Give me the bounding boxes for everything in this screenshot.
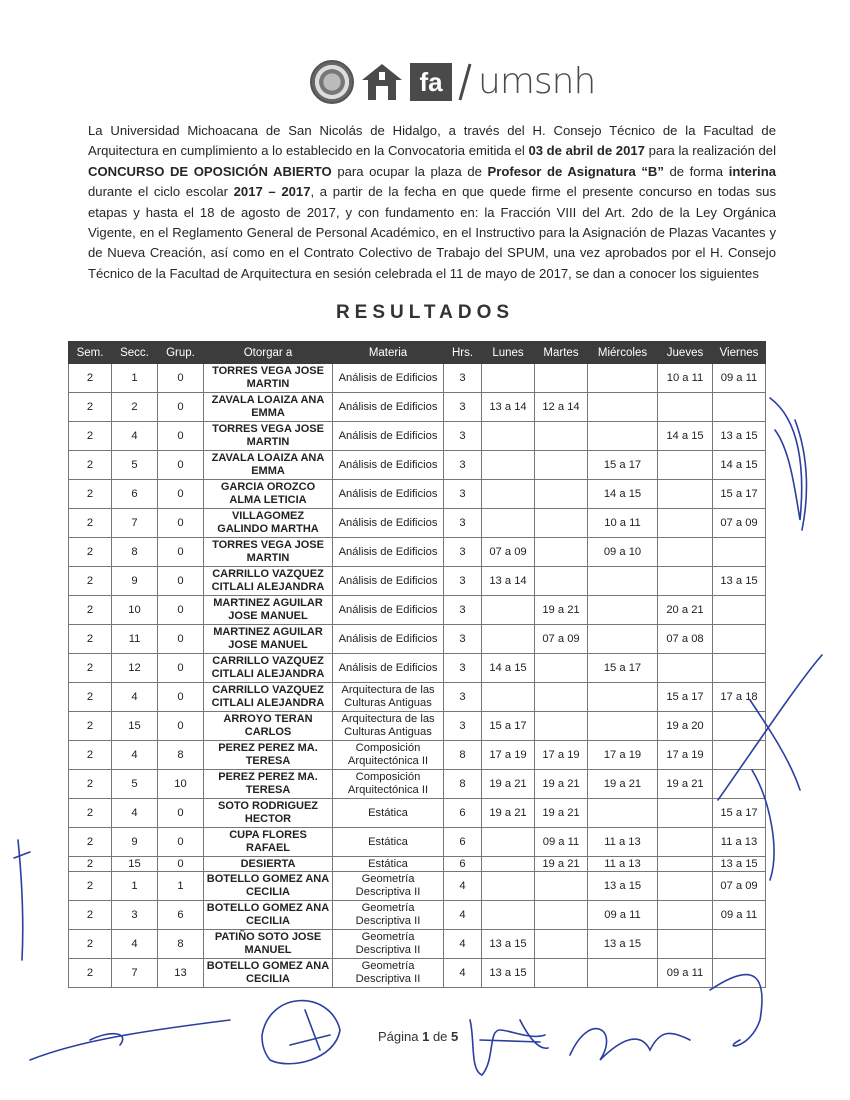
table-row bbox=[69, 857, 766, 872]
table-row bbox=[69, 901, 766, 930]
column-header: Grup. bbox=[158, 342, 204, 364]
column-header: Martes bbox=[535, 342, 588, 364]
cell-grup: 0 bbox=[158, 567, 204, 596]
cell-hrs: 3 bbox=[444, 509, 482, 538]
cell-jueves bbox=[658, 567, 713, 596]
cell-viernes: 13 a 15 bbox=[713, 567, 766, 596]
cell-grup: 0 bbox=[158, 364, 204, 393]
cell-hrs: 3 bbox=[444, 625, 482, 654]
cell-secc: 5 bbox=[112, 451, 158, 480]
cell-materia: Geometría Descriptiva II bbox=[333, 930, 444, 959]
table-row bbox=[69, 480, 766, 509]
cell-lunes bbox=[482, 596, 535, 625]
cell-jueves bbox=[658, 799, 713, 828]
cell-otorgar: VILLAGOMEZ GALINDO MARTHA bbox=[204, 509, 333, 538]
cell-sem: 2 bbox=[69, 799, 112, 828]
cell-jueves: 17 a 19 bbox=[658, 741, 713, 770]
cell-jueves bbox=[658, 930, 713, 959]
cell-hrs: 3 bbox=[444, 567, 482, 596]
cell-miercoles: 15 a 17 bbox=[588, 654, 658, 683]
cell-secc: 4 bbox=[112, 799, 158, 828]
cell-grup: 0 bbox=[158, 857, 204, 872]
cell-viernes bbox=[713, 741, 766, 770]
table-row bbox=[69, 930, 766, 959]
cell-materia: Geometría Descriptiva II bbox=[333, 872, 444, 901]
cell-otorgar: CUPA FLORES RAFAEL bbox=[204, 828, 333, 857]
cell-jueves: 15 a 17 bbox=[658, 683, 713, 712]
table-row bbox=[69, 625, 766, 654]
cell-hrs: 4 bbox=[444, 959, 482, 988]
cell-secc: 6 bbox=[112, 480, 158, 509]
cell-viernes bbox=[713, 393, 766, 422]
cell-otorgar: TORRES VEGA JOSE MARTIN bbox=[204, 364, 333, 393]
column-header: Secc. bbox=[112, 342, 158, 364]
cell-lunes: 15 a 17 bbox=[482, 712, 535, 741]
cell-otorgar: PEREZ PEREZ MA. TERESA bbox=[204, 770, 333, 799]
cell-martes bbox=[535, 451, 588, 480]
cell-materia: Arquitectura de las Culturas Antiguas bbox=[333, 683, 444, 712]
cell-sem: 2 bbox=[69, 422, 112, 451]
cell-miercoles bbox=[588, 959, 658, 988]
cell-sem: 2 bbox=[69, 828, 112, 857]
cell-jueves bbox=[658, 872, 713, 901]
cell-secc: 9 bbox=[112, 828, 158, 857]
cell-martes: 19 a 21 bbox=[535, 857, 588, 872]
cell-hrs: 3 bbox=[444, 712, 482, 741]
cell-sem: 2 bbox=[69, 654, 112, 683]
cell-jueves: 19 a 20 bbox=[658, 712, 713, 741]
cell-viernes: 09 a 11 bbox=[713, 364, 766, 393]
cell-otorgar: GARCIA OROZCO ALMA LETICIA bbox=[204, 480, 333, 509]
table-row bbox=[69, 770, 766, 799]
cell-viernes bbox=[713, 596, 766, 625]
cell-sem: 2 bbox=[69, 770, 112, 799]
cell-martes bbox=[535, 683, 588, 712]
cell-miercoles: 14 a 15 bbox=[588, 480, 658, 509]
cell-martes: 19 a 21 bbox=[535, 770, 588, 799]
cell-secc: 1 bbox=[112, 364, 158, 393]
cell-jueves: 10 a 11 bbox=[658, 364, 713, 393]
column-header: Viernes bbox=[713, 342, 766, 364]
cell-hrs: 3 bbox=[444, 538, 482, 567]
cell-martes bbox=[535, 930, 588, 959]
cell-miercoles: 13 a 15 bbox=[588, 872, 658, 901]
cell-martes bbox=[535, 538, 588, 567]
table-row bbox=[69, 828, 766, 857]
cell-sem: 2 bbox=[69, 683, 112, 712]
cell-lunes: 13 a 14 bbox=[482, 393, 535, 422]
cell-hrs: 4 bbox=[444, 930, 482, 959]
cell-lunes: 19 a 21 bbox=[482, 770, 535, 799]
column-header: Lunes bbox=[482, 342, 535, 364]
cell-viernes: 07 a 09 bbox=[713, 509, 766, 538]
cell-jueves: 19 a 21 bbox=[658, 770, 713, 799]
cell-martes: 09 a 11 bbox=[535, 828, 588, 857]
cell-secc: 4 bbox=[112, 683, 158, 712]
cell-secc: 7 bbox=[112, 509, 158, 538]
house-icon bbox=[360, 62, 404, 102]
table-row bbox=[69, 799, 766, 828]
cell-viernes: 15 a 17 bbox=[713, 799, 766, 828]
cell-secc: 15 bbox=[112, 857, 158, 872]
cell-sem: 2 bbox=[69, 393, 112, 422]
cell-secc: 12 bbox=[112, 654, 158, 683]
cell-sem: 2 bbox=[69, 959, 112, 988]
cell-viernes bbox=[713, 538, 766, 567]
table-row bbox=[69, 872, 766, 901]
cell-martes bbox=[535, 422, 588, 451]
cell-otorgar: BOTELLO GOMEZ ANA CECILIA bbox=[204, 901, 333, 930]
cell-lunes bbox=[482, 625, 535, 654]
cell-grup: 0 bbox=[158, 828, 204, 857]
cell-martes: 07 a 09 bbox=[535, 625, 588, 654]
cell-jueves bbox=[658, 901, 713, 930]
cell-secc: 11 bbox=[112, 625, 158, 654]
cell-martes bbox=[535, 959, 588, 988]
cell-grup: 0 bbox=[158, 422, 204, 451]
cell-hrs: 6 bbox=[444, 799, 482, 828]
cell-lunes: 17 a 19 bbox=[482, 741, 535, 770]
cell-materia: Análisis de Edificios bbox=[333, 654, 444, 683]
cell-otorgar: CARRILLO VAZQUEZ CITLALI ALEJANDRA bbox=[204, 654, 333, 683]
cell-otorgar: CARRILLO VAZQUEZ CITLALI ALEJANDRA bbox=[204, 683, 333, 712]
cell-jueves bbox=[658, 828, 713, 857]
cell-viernes bbox=[713, 930, 766, 959]
cell-miercoles: 09 a 10 bbox=[588, 538, 658, 567]
table-row bbox=[69, 683, 766, 712]
cell-lunes: 13 a 15 bbox=[482, 959, 535, 988]
cell-grup: 0 bbox=[158, 509, 204, 538]
cell-jueves: 07 a 08 bbox=[658, 625, 713, 654]
cell-jueves: 20 a 21 bbox=[658, 596, 713, 625]
cell-lunes: 13 a 14 bbox=[482, 567, 535, 596]
cell-sem: 2 bbox=[69, 596, 112, 625]
page-number: Página 1 de 5 bbox=[378, 1029, 459, 1044]
cell-miercoles: 11 a 13 bbox=[588, 857, 658, 872]
column-header: Miércoles bbox=[588, 342, 658, 364]
cell-viernes: 15 a 17 bbox=[713, 480, 766, 509]
intro-segment: para ocupar la plaza de bbox=[331, 163, 488, 179]
cell-otorgar: PATIÑO SOTO JOSE MANUEL bbox=[204, 930, 333, 959]
fa-logo-mark: fa bbox=[410, 63, 452, 101]
column-header: Sem. bbox=[69, 342, 112, 364]
cell-hrs: 8 bbox=[444, 741, 482, 770]
cell-sem: 2 bbox=[69, 509, 112, 538]
table-row bbox=[69, 959, 766, 988]
cell-grup: 0 bbox=[158, 451, 204, 480]
cell-otorgar: ZAVALA LOAIZA ANA EMMA bbox=[204, 451, 333, 480]
cell-viernes: 11 a 13 bbox=[713, 828, 766, 857]
cell-jueves bbox=[658, 393, 713, 422]
cell-martes bbox=[535, 567, 588, 596]
column-header: Otorgar a bbox=[204, 342, 333, 364]
cell-materia: Análisis de Edificios bbox=[333, 451, 444, 480]
cell-hrs: 8 bbox=[444, 770, 482, 799]
cell-hrs: 3 bbox=[444, 683, 482, 712]
cell-martes bbox=[535, 480, 588, 509]
cell-jueves bbox=[658, 509, 713, 538]
cell-grup: 13 bbox=[158, 959, 204, 988]
cell-grup: 0 bbox=[158, 393, 204, 422]
cell-materia: Análisis de Edificios bbox=[333, 509, 444, 538]
cell-lunes: 14 a 15 bbox=[482, 654, 535, 683]
cell-sem: 2 bbox=[69, 567, 112, 596]
umsnh-wordmark: umsnh bbox=[478, 61, 596, 102]
cell-lunes bbox=[482, 683, 535, 712]
cell-viernes bbox=[713, 625, 766, 654]
cell-materia: Análisis de Edificios bbox=[333, 422, 444, 451]
cell-materia: Análisis de Edificios bbox=[333, 364, 444, 393]
cell-jueves bbox=[658, 451, 713, 480]
cell-otorgar: TORRES VEGA JOSE MARTIN bbox=[204, 538, 333, 567]
cell-hrs: 4 bbox=[444, 872, 482, 901]
cell-lunes bbox=[482, 451, 535, 480]
cell-viernes bbox=[713, 654, 766, 683]
cell-grup: 0 bbox=[158, 596, 204, 625]
cell-sem: 2 bbox=[69, 538, 112, 567]
cell-materia: Geometría Descriptiva II bbox=[333, 901, 444, 930]
cell-materia: Composición Arquitectónica II bbox=[333, 741, 444, 770]
cell-viernes: 09 a 11 bbox=[713, 901, 766, 930]
cell-jueves bbox=[658, 538, 713, 567]
cell-sem: 2 bbox=[69, 857, 112, 872]
cell-secc: 4 bbox=[112, 930, 158, 959]
cell-sem: 2 bbox=[69, 930, 112, 959]
cell-grup: 8 bbox=[158, 741, 204, 770]
cell-sem: 2 bbox=[69, 712, 112, 741]
cell-sem: 2 bbox=[69, 451, 112, 480]
cell-grup: 0 bbox=[158, 799, 204, 828]
cell-grup: 1 bbox=[158, 872, 204, 901]
cell-materia: Análisis de Edificios bbox=[333, 538, 444, 567]
cell-materia: Geometría Descriptiva II bbox=[333, 959, 444, 988]
cell-jueves: 09 a 11 bbox=[658, 959, 713, 988]
cell-viernes: 13 a 15 bbox=[713, 422, 766, 451]
intro-segment: para la realización del bbox=[644, 143, 776, 159]
column-header: Hrs. bbox=[444, 342, 482, 364]
cell-miercoles bbox=[588, 567, 658, 596]
table-row bbox=[69, 741, 766, 770]
cell-hrs: 4 bbox=[444, 901, 482, 930]
table-row bbox=[69, 509, 766, 538]
table-row bbox=[69, 567, 766, 596]
cell-miercoles bbox=[588, 799, 658, 828]
cell-hrs: 3 bbox=[444, 393, 482, 422]
cell-sem: 2 bbox=[69, 901, 112, 930]
column-header: Materia bbox=[333, 342, 444, 364]
cell-lunes bbox=[482, 872, 535, 901]
cell-viernes: 13 a 15 bbox=[713, 857, 766, 872]
cell-miercoles bbox=[588, 712, 658, 741]
cell-materia: Estática bbox=[333, 828, 444, 857]
intro-segment: durante el ciclo escolar bbox=[88, 184, 234, 200]
cell-martes bbox=[535, 872, 588, 901]
cell-martes: 12 a 14 bbox=[535, 393, 588, 422]
cell-secc: 4 bbox=[112, 422, 158, 451]
cell-hrs: 6 bbox=[444, 828, 482, 857]
cell-otorgar: DESIERTA bbox=[204, 857, 333, 872]
cell-viernes bbox=[713, 712, 766, 741]
cell-miercoles: 10 a 11 bbox=[588, 509, 658, 538]
cell-miercoles: 15 a 17 bbox=[588, 451, 658, 480]
cell-otorgar: BOTELLO GOMEZ ANA CECILIA bbox=[204, 872, 333, 901]
cell-grup: 0 bbox=[158, 480, 204, 509]
cell-secc: 7 bbox=[112, 959, 158, 988]
cell-viernes bbox=[713, 959, 766, 988]
cell-hrs: 3 bbox=[444, 654, 482, 683]
cell-hrs: 3 bbox=[444, 596, 482, 625]
cell-lunes bbox=[482, 857, 535, 872]
cell-miercoles bbox=[588, 625, 658, 654]
cell-otorgar: BOTELLO GOMEZ ANA CECILIA bbox=[204, 959, 333, 988]
cell-otorgar: PEREZ PEREZ MA. TERESA bbox=[204, 741, 333, 770]
cell-otorgar: CARRILLO VAZQUEZ CITLALI ALEJANDRA bbox=[204, 567, 333, 596]
cell-sem: 2 bbox=[69, 872, 112, 901]
cell-miercoles: 11 a 13 bbox=[588, 828, 658, 857]
cell-miercoles: 17 a 19 bbox=[588, 741, 658, 770]
cell-miercoles: 19 a 21 bbox=[588, 770, 658, 799]
intro-paragraph bbox=[88, 121, 776, 284]
intro-segment: Profesor de Asignatura “B” bbox=[487, 163, 664, 179]
cell-materia: Estática bbox=[333, 857, 444, 872]
intro-segment: interina bbox=[728, 163, 776, 179]
cell-lunes bbox=[482, 364, 535, 393]
cell-secc: 5 bbox=[112, 770, 158, 799]
cell-otorgar: TORRES VEGA JOSE MARTIN bbox=[204, 422, 333, 451]
intro-segment: La Universidad Michoacana de San Nicolás de Hidalgo, a través del H. Consejo Técnico de la Facultad de Arquitectura en cumplimiento a lo establecido en la Convocatoria emitida el bbox=[88, 123, 776, 159]
cell-jueves bbox=[658, 480, 713, 509]
cell-secc: 4 bbox=[112, 741, 158, 770]
faculty-logo bbox=[310, 60, 595, 104]
cell-lunes bbox=[482, 509, 535, 538]
cell-lunes bbox=[482, 480, 535, 509]
cell-lunes: 13 a 15 bbox=[482, 930, 535, 959]
cell-martes bbox=[535, 712, 588, 741]
table-row bbox=[69, 712, 766, 741]
cell-otorgar: MARTINEZ AGUILAR JOSE MANUEL bbox=[204, 625, 333, 654]
cell-lunes bbox=[482, 901, 535, 930]
cell-secc: 10 bbox=[112, 596, 158, 625]
cell-materia: Análisis de Edificios bbox=[333, 567, 444, 596]
table-row bbox=[69, 364, 766, 393]
cell-martes bbox=[535, 509, 588, 538]
intro-segment: de forma bbox=[663, 163, 729, 179]
cell-miercoles bbox=[588, 422, 658, 451]
cell-otorgar: MARTINEZ AGUILAR JOSE MANUEL bbox=[204, 596, 333, 625]
column-header: Jueves bbox=[658, 342, 713, 364]
cell-grup: 0 bbox=[158, 538, 204, 567]
cell-hrs: 3 bbox=[444, 480, 482, 509]
results-heading: RESULTADOS bbox=[335, 302, 515, 323]
cell-viernes: 07 a 09 bbox=[713, 872, 766, 901]
cell-secc: 15 bbox=[112, 712, 158, 741]
cell-miercoles: 13 a 15 bbox=[588, 930, 658, 959]
cell-grup: 6 bbox=[158, 901, 204, 930]
cell-sem: 2 bbox=[69, 364, 112, 393]
cell-grup: 0 bbox=[158, 654, 204, 683]
cell-materia: Estática bbox=[333, 799, 444, 828]
intro-segment: 03 de abril de 2017 bbox=[528, 143, 645, 159]
intro-segment: 2017 – 2017 bbox=[233, 184, 311, 200]
cell-viernes bbox=[713, 770, 766, 799]
cell-martes: 19 a 21 bbox=[535, 799, 588, 828]
cell-secc: 3 bbox=[112, 901, 158, 930]
cell-viernes: 14 a 15 bbox=[713, 451, 766, 480]
cell-grup: 10 bbox=[158, 770, 204, 799]
cell-secc: 2 bbox=[112, 393, 158, 422]
cell-otorgar: ARROYO TERAN CARLOS bbox=[204, 712, 333, 741]
table-row bbox=[69, 596, 766, 625]
cell-sem: 2 bbox=[69, 625, 112, 654]
cell-sem: 2 bbox=[69, 741, 112, 770]
cell-miercoles bbox=[588, 683, 658, 712]
cell-lunes: 19 a 21 bbox=[482, 799, 535, 828]
slash-icon bbox=[458, 62, 472, 102]
cell-jueves: 14 a 15 bbox=[658, 422, 713, 451]
cell-hrs: 6 bbox=[444, 857, 482, 872]
results-table bbox=[68, 341, 766, 988]
cell-grup: 0 bbox=[158, 712, 204, 741]
cell-sem: 2 bbox=[69, 480, 112, 509]
cell-hrs: 3 bbox=[444, 422, 482, 451]
cell-martes: 19 a 21 bbox=[535, 596, 588, 625]
cell-grup: 8 bbox=[158, 930, 204, 959]
intro-segment: CONCURSO DE OPOSICIÓN ABIERTO bbox=[88, 163, 332, 179]
cell-lunes: 07 a 09 bbox=[482, 538, 535, 567]
cell-jueves bbox=[658, 857, 713, 872]
cell-grup: 0 bbox=[158, 625, 204, 654]
cell-miercoles: 09 a 11 bbox=[588, 901, 658, 930]
cell-materia: Composición Arquitectónica II bbox=[333, 770, 444, 799]
university-seal-icon bbox=[310, 60, 354, 104]
cell-lunes bbox=[482, 422, 535, 451]
cell-materia: Análisis de Edificios bbox=[333, 480, 444, 509]
cell-miercoles bbox=[588, 364, 658, 393]
cell-materia: Análisis de Edificios bbox=[333, 596, 444, 625]
cell-martes bbox=[535, 364, 588, 393]
cell-secc: 8 bbox=[112, 538, 158, 567]
cell-secc: 1 bbox=[112, 872, 158, 901]
cell-martes bbox=[535, 654, 588, 683]
table-row bbox=[69, 654, 766, 683]
cell-materia: Arquitectura de las Culturas Antiguas bbox=[333, 712, 444, 741]
cell-hrs: 3 bbox=[444, 364, 482, 393]
table-header-row bbox=[69, 342, 766, 364]
table-row bbox=[69, 538, 766, 567]
cell-secc: 9 bbox=[112, 567, 158, 596]
cell-martes: 17 a 19 bbox=[535, 741, 588, 770]
cell-otorgar: SOTO RODRIGUEZ HECTOR bbox=[204, 799, 333, 828]
cell-materia: Análisis de Edificios bbox=[333, 393, 444, 422]
table-row bbox=[69, 451, 766, 480]
intro-segment: , a partir de la fecha en que quede firme el presente concurso en todas sus etapas y hasta el 18 de agosto de 2017, y con fundamento en: la Fracción VIII del Art. 2do de la Ley Orgánica Vigente, en el Reglamento General de Personal Académico, en el Instructivo para la Asignación de Plazas Vacantes y de Nueva Creación, así como en el Contrato Colectivo de Trabajo del SPUM, una vez aprobados por el H. Consejo Técnico de la Facultad de Arquitectura en sesión celebrada el 11 de mayo de 2017, se dan a conocer los siguientes bbox=[88, 184, 776, 281]
cell-grup: 0 bbox=[158, 683, 204, 712]
cell-materia: Análisis de Edificios bbox=[333, 625, 444, 654]
cell-hrs: 3 bbox=[444, 451, 482, 480]
cell-lunes bbox=[482, 828, 535, 857]
cell-miercoles bbox=[588, 393, 658, 422]
table-row bbox=[69, 393, 766, 422]
cell-jueves bbox=[658, 654, 713, 683]
table-row bbox=[69, 422, 766, 451]
cell-martes bbox=[535, 901, 588, 930]
cell-miercoles bbox=[588, 596, 658, 625]
cell-viernes: 17 a 18 bbox=[713, 683, 766, 712]
cell-otorgar: ZAVALA LOAIZA ANA EMMA bbox=[204, 393, 333, 422]
